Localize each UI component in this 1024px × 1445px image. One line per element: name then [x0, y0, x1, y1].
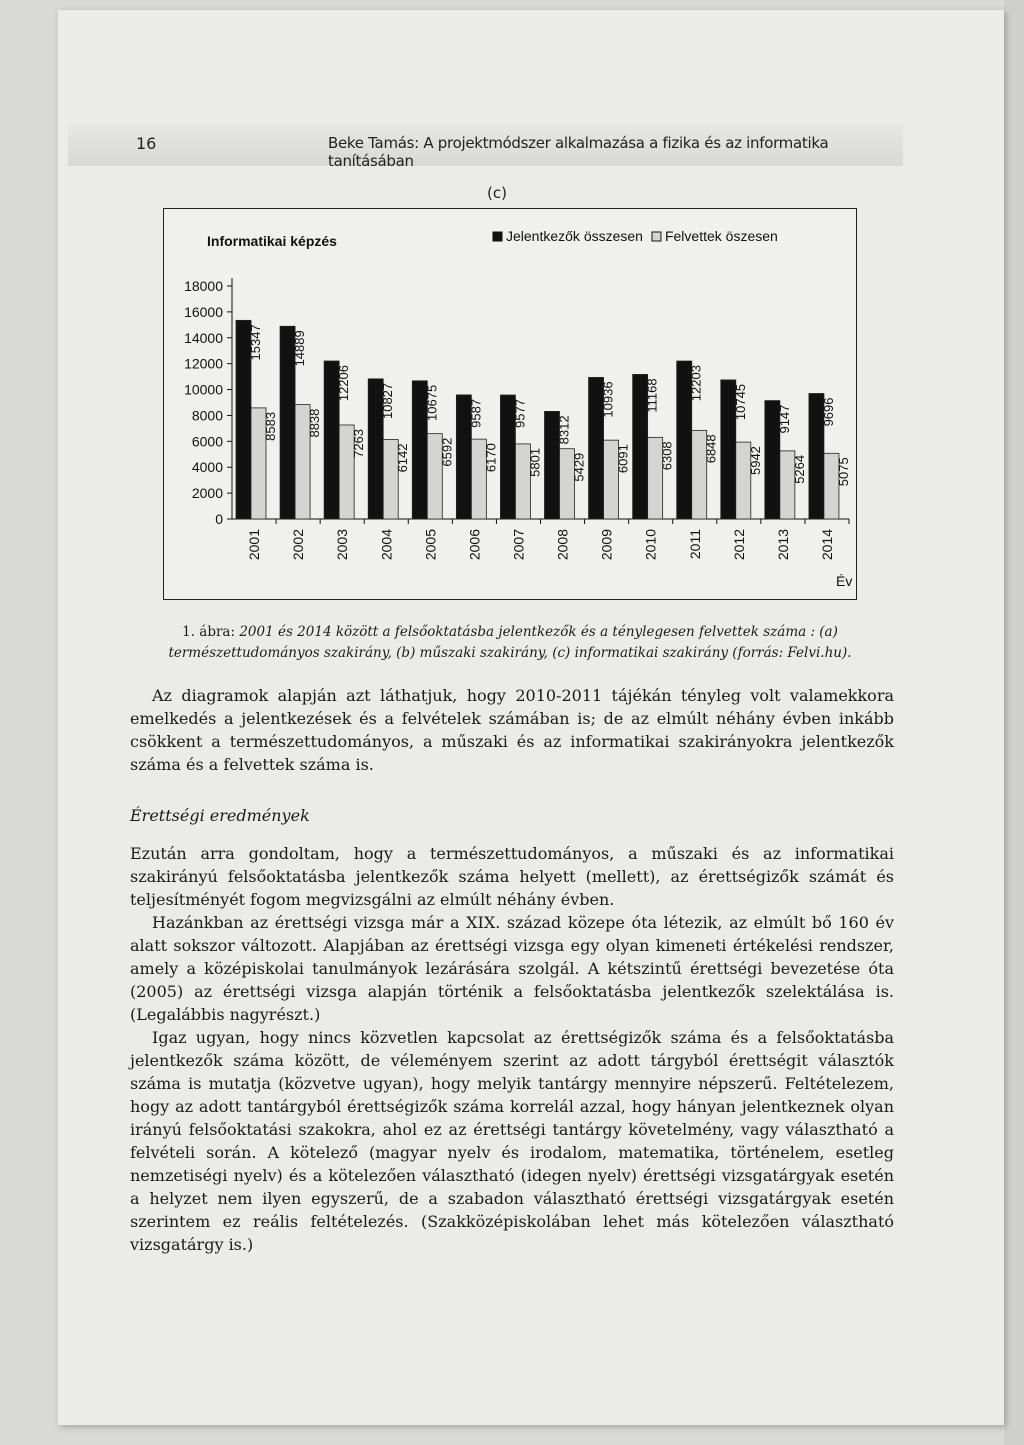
x-tick-label-2014: 2014: [818, 529, 835, 561]
data-label-applicants-2010: 11168: [644, 378, 660, 413]
data-label-applicants-2003: 12206: [336, 365, 352, 402]
data-label-applicants-2014: 9696: [820, 397, 836, 427]
body-paragraphs: [130, 842, 894, 1256]
x-tick-label-2010: 2010: [642, 529, 659, 561]
data-label-admitted-2011: 6848: [703, 434, 719, 464]
bar-chart: [163, 208, 857, 600]
y-tick-label: 0: [215, 511, 223, 527]
data-label-applicants-2009: 10936: [600, 381, 616, 418]
x-tick-label-2008: 2008: [554, 529, 571, 561]
y-tick-label: 12000: [184, 355, 223, 372]
page-number: 16: [136, 134, 157, 153]
header-title: Beke Tamás: A projektmódszer alkalmazása a fizika és az informatika tanításában: [328, 134, 829, 170]
data-label-admitted-2012: 5942: [747, 446, 763, 476]
y-tick-label: 2000: [191, 485, 223, 502]
legend-swatch-2: [652, 232, 661, 241]
data-label-admitted-2010: 6308: [659, 441, 675, 471]
x-tick-label-2009: 2009: [598, 529, 615, 561]
data-label-admitted-2001: 8583: [263, 411, 278, 441]
y-tick-label: 4000: [191, 459, 223, 476]
page-edge: [1004, 0, 1024, 1445]
y-tick-label: 18000: [184, 278, 223, 294]
x-tick-label-2005: 2005: [422, 529, 439, 561]
data-label-applicants-2004: 10827: [380, 382, 396, 420]
data-label-admitted-2002: 8838: [307, 408, 323, 438]
x-tick-label-2012: 2012: [730, 529, 747, 561]
x-tick-label-2013: 2013: [774, 529, 791, 561]
x-tick-label-2011: 2011: [686, 529, 703, 560]
running-header: [68, 124, 903, 170]
y-tick-label: 8000: [191, 407, 223, 424]
data-label-applicants-2011: 12203: [688, 365, 704, 402]
paragraph-1-block: [130, 684, 894, 776]
x-tick-label-2007: 2007: [510, 529, 527, 561]
data-label-admitted-2008: 5429: [571, 452, 587, 482]
data-label-applicants-2005: 10675: [424, 384, 440, 421]
data-label-applicants-2012: 10745: [732, 383, 748, 421]
legend-label-1: Jelentkezők összesen: [506, 228, 643, 244]
data-label-admitted-2005: 6592: [439, 437, 455, 467]
y-tick-label: 14000: [184, 329, 223, 346]
data-label-applicants-2002: 14889: [292, 330, 308, 367]
x-axis-title: Év: [836, 573, 853, 589]
chart-canvas: [164, 209, 856, 599]
section-subheading: Érettségi eredmények: [130, 806, 310, 825]
data-label-applicants-2001: 15347: [248, 324, 263, 361]
x-tick-label-2001: 2001: [246, 529, 263, 561]
data-label-admitted-2006: 6170: [483, 443, 499, 473]
data-label-admitted-2014: 5075: [835, 457, 851, 487]
data-label-admitted-2009: 6091: [615, 444, 631, 474]
data-label-applicants-2013: 9147: [776, 404, 792, 434]
y-tick-label: 10000: [184, 381, 223, 398]
figure-caption: [130, 622, 890, 664]
x-tick-label-2003: 2003: [334, 529, 351, 561]
paragraph-3: Hazánkban az érettségi vizsga már a XIX. század közepe óta létezik, az elmúlt bő 160 év alatt sokszor változott. Alapjában az érettségi vizsga egy olyan kimeneti értékelési rendszer, amely a középiskolai tanulmányok lezárására szolgál. A kétszintű érettségi bevezetése óta (2005) az érettségi vizsga alapján történik a felsőoktatásba jelentkezők szelektálása is. (Legalábbis nagyrészt.): [130, 913, 894, 1024]
caption-text: 2001 és 2014 között a felsőoktatásba jelentkezők és a ténylegesen felvettek száma : (a) természettudományos szakirány, (b) műszaki szakirány, (c) informatikai szakirány (forrás: Felvi.hu).: [168, 624, 852, 661]
y-tick-label: 6000: [191, 433, 223, 450]
data-label-applicants-2006: 9587: [468, 398, 484, 428]
legend-label-2: Felvettek öszesen: [664, 228, 778, 244]
x-tick-label-2006: 2006: [466, 529, 483, 561]
data-label-applicants-2008: 8312: [556, 415, 572, 445]
x-tick-label-2002: 2002: [290, 529, 307, 561]
caption-figure-number: 1. ábra:: [182, 624, 236, 640]
paragraph-2: Ezután arra gondoltam, hogy a természettudományos, a műszaki és az informatikai szakirányú felsőoktatásba jelentkezők száma helyett (mellett), az érettségizők számát és teljesítményét fogom megvizsgálni az elmúlt néhány évben.: [130, 844, 894, 909]
data-label-applicants-2007: 9577: [512, 399, 528, 428]
legend-swatch-1: [493, 232, 502, 241]
data-label-admitted-2007: 5801: [527, 447, 543, 477]
figure-panel-label: (c): [487, 184, 507, 202]
paragraph-1: Az diagramok alapján azt láthatjuk, hogy 2010-2011 tájékán tényleg volt valamekkora emelkedés a jelentkezések és a felvételek számában is; de az elmúlt néhány évben inkább csökkent a természettudományos, a műszaki és az informatikai szakirányokra jelentkezők száma és a felvettek száma is.: [130, 686, 894, 774]
data-label-admitted-2004: 6142: [395, 443, 411, 473]
x-tick-label-2004: 2004: [378, 529, 395, 561]
paragraph-4: Igaz ugyan, hogy nincs közvetlen kapcsolat az érettségizők száma és a felsőoktatásba jelentkezők száma között, de véleményem szerint az adott tárgyból érettségit választók száma is mutatja (közvetve ugyan), hogy melyik tantárgy mennyire népszerű. Feltételezem, hogy az adott tantárgyból érettségizők száma korrelál azzal, hogy hányan jelentkeznek olyan irányú felsőoktatási szakokra, ahol ez az érettségi tantárgy követelmény, vagy választható a felvételi során. A kötelező (magyar nyelv és irodalom, matematika, történelem, esetleg nemzetiségi nyelv) és a kötelezően választható (idegen nyelv) érettségi vizsgatárgyak esetén a helyzet nem ilyen egyszerű, de a szabadon választható érettségi vizsgatárgyak esetén szerintem ez reális feltételezés. (Szakközépiskolában lehet más kötelezően választható vizsgatárgy is.): [130, 1028, 894, 1254]
y-tick-label: 16000: [184, 303, 223, 320]
data-label-admitted-2003: 7263: [351, 428, 367, 458]
data-label-admitted-2013: 5264: [791, 454, 807, 484]
chart-title: Informatikai képzés: [207, 233, 337, 249]
